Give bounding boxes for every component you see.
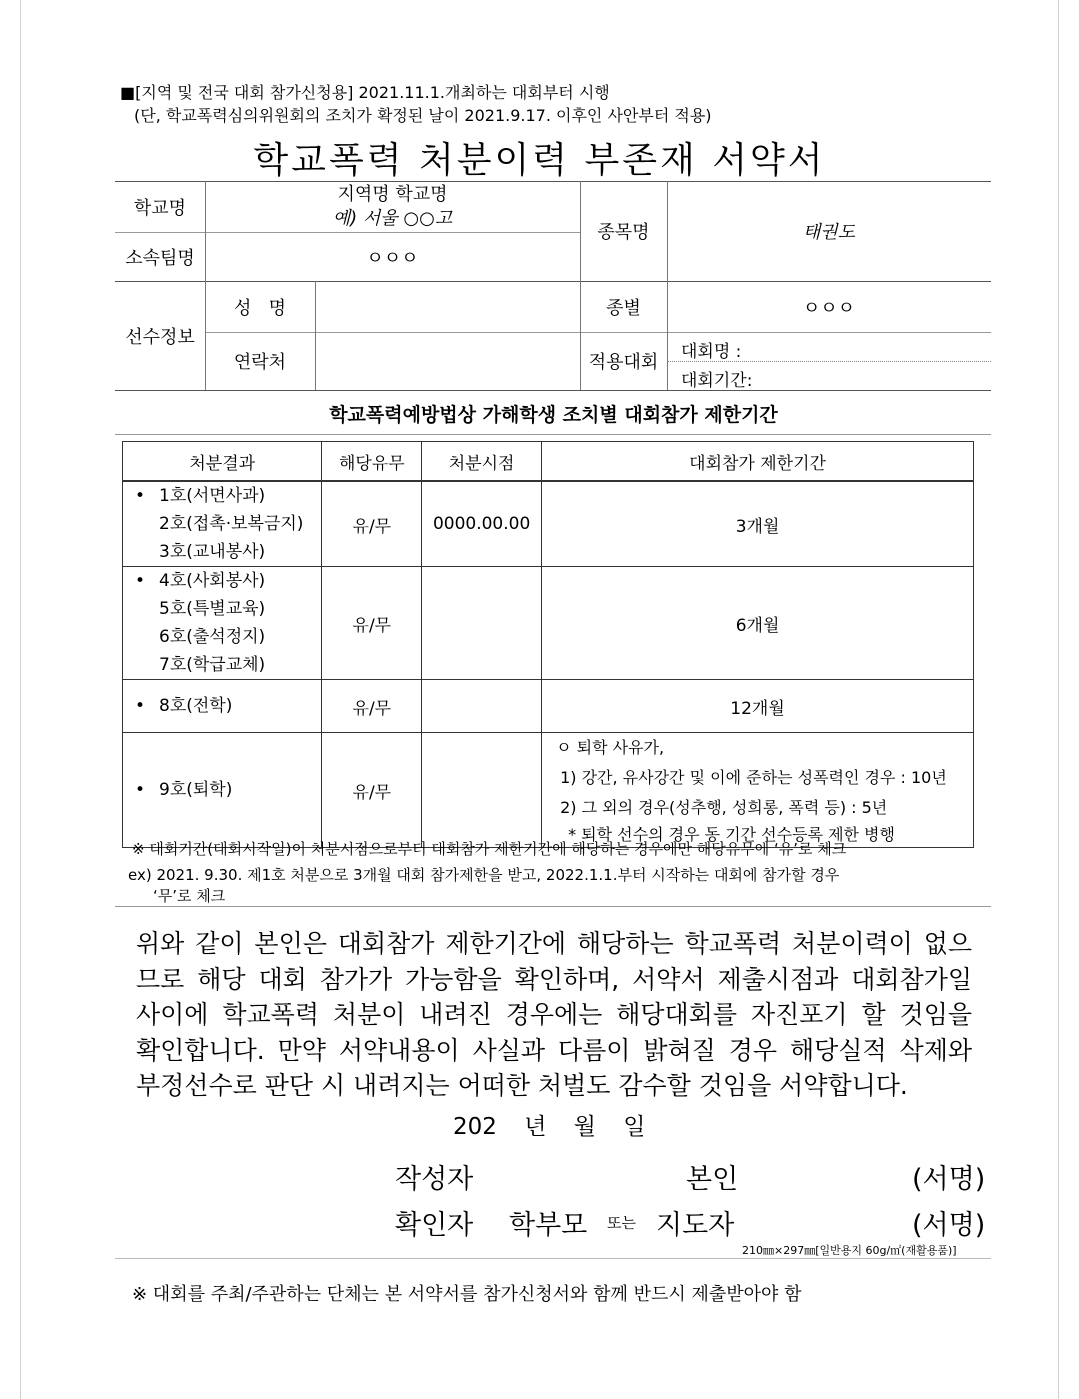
confirmer-signature-field[interactable]: (서명) <box>912 1210 986 1241</box>
info-bottom-border <box>115 390 991 391</box>
applicable-cell[interactable]: 유/무 <box>322 733 422 848</box>
note-3: ‘무’로 체크 <box>153 887 226 905</box>
school-value-line-2: 예) 서울 ○○고 <box>332 207 453 229</box>
notes-divider <box>115 906 991 907</box>
period-cell: 12개월 <box>542 680 974 733</box>
list-item: • 9호(퇴학) <box>135 776 321 804</box>
note-1: ※ 대회기간(대회시작일)이 처분시점으로부터 대회참가 제한기간에 해당하는 경우에만 해당유무에 ‘유’로 체크 <box>132 840 847 858</box>
header-applicable: 해당유무 <box>322 442 422 482</box>
date-cell[interactable] <box>422 680 542 733</box>
document-title: 학교폭력 처분이력 부존재 서약서 <box>253 140 826 181</box>
expulsion-registration-note: * 퇴학 선수의 경우 동 기간 선수등록 제한 병행 <box>568 825 895 844</box>
list-item: 2호(접촉·보복금지) <box>159 514 304 534</box>
school-value[interactable] <box>205 181 580 232</box>
result-cell <box>123 567 322 680</box>
date-cell[interactable] <box>422 733 542 848</box>
expulsion-reason-1: 1) 강간, 유사강간 및 이에 준하는 성폭력인 경우 : 10년 <box>560 768 947 787</box>
pledge-text <box>136 926 972 1104</box>
result-cell <box>123 680 322 733</box>
note-2: ex) 2021. 9.30. 제1호 처분으로 3개월 대회 참가제한을 받고, 2022.1.1.부터 시작하는 대회에 참가할 경우 <box>128 866 840 884</box>
footer-note: ※ 대회를 주최/주관하는 단체는 본 서약서를 참가신청서와 함께 반드시 제출받아야 함 <box>132 1284 802 1305</box>
header-line-1: ■[지역 및 전국 대회 참가신청용] 2021.11.1.개최하는 대회부터 시행 <box>120 83 610 102</box>
header-date: 처분시점 <box>422 442 542 482</box>
subtitle-underline <box>115 434 991 435</box>
result-cell <box>123 733 322 848</box>
period-cell-expulsion <box>542 733 974 848</box>
sport-value[interactable]: 태권도 <box>802 222 856 243</box>
page-border-left <box>20 0 21 1399</box>
page-border-right <box>1058 0 1059 1399</box>
list-item: 3호(교내봉사) <box>159 542 266 562</box>
team-label: 소속팀명 <box>125 247 195 269</box>
confirmer-parent: 학부모 <box>509 1210 588 1241</box>
result-cell <box>123 481 322 567</box>
confirmer-or: 또는 <box>607 1214 636 1232</box>
period-cell: 6개월 <box>542 567 974 680</box>
name-value[interactable] <box>315 281 580 332</box>
gender-value[interactable]: ㅇㅇㅇ <box>802 297 856 319</box>
writer-signature-field[interactable]: (서명) <box>912 1164 986 1195</box>
gender-label: 종별 <box>606 297 641 319</box>
sport-label: 종목명 <box>597 222 650 243</box>
list-item: • 1호(서면사과) <box>135 482 321 510</box>
contact-value[interactable] <box>315 332 580 390</box>
table-row <box>123 680 974 733</box>
paper-spec-divider <box>115 1258 991 1259</box>
pledge-line: 므로 해당 대회 참가가 가능함을 확인하며, 서약서 제출시점과 대회참가일 <box>136 964 972 994</box>
applicable-cell[interactable]: 유/무 <box>322 567 422 680</box>
writer-label: 작성자 <box>395 1164 474 1195</box>
limits-subtitle: 학교폭력예방법상 가해학생 조치별 대회참가 제한기간 <box>329 404 778 426</box>
limits-table <box>122 441 974 848</box>
writer-value: 본인 <box>686 1164 739 1195</box>
contact-label: 연락처 <box>233 352 287 373</box>
header-period: 대회참가 제한기간 <box>542 442 974 482</box>
pledge-line: 확인합니다. 만약 서약내용이 사실과 다름이 밝혀질 경우 해당실적 삭제와 <box>136 1035 972 1065</box>
school-label: 학교명 <box>133 197 187 219</box>
table-row <box>123 733 974 848</box>
date-line[interactable]: 202 년 월 일 <box>453 1114 646 1140</box>
competition-label: 적용대회 <box>588 352 659 373</box>
expulsion-reason-2: 2) 그 외의 경우(성추행, 성희롱, 폭력 등) : 5년 <box>560 798 888 817</box>
header-line-2: (단, 학교폭력심의위원회의 조치가 확정된 날이 2021.9.17. 이후인 사안부터 적용) <box>134 106 712 125</box>
school-value-line-1: 지역명 학교명 <box>337 183 448 205</box>
pledge-line: 위와 같이 본인은 대회참가 제한기간에 해당하는 학교폭력 처분이력이 없으 <box>136 929 972 958</box>
team-value[interactable]: ㅇㅇㅇ <box>366 247 419 269</box>
competition-period-field[interactable]: 대회기간: <box>681 371 753 391</box>
table-row <box>123 567 974 680</box>
table-row <box>123 481 974 567</box>
pledge-line: 부정선수로 판단 시 내려지는 어떠한 처벌도 감수할 것임을 서약합니다. <box>136 1071 908 1100</box>
applicable-cell[interactable]: 유/무 <box>322 680 422 733</box>
player-info-label: 선수정보 <box>125 326 195 348</box>
header-result: 처분결과 <box>123 442 322 482</box>
pledge-line: 사이에 학교폭력 처분이 내려진 경우에는 해당대회를 자진포기 할 것임을 <box>136 1000 972 1029</box>
list-item: 6호(출석정지) <box>159 627 266 647</box>
date-cell[interactable] <box>422 567 542 680</box>
period-cell: 3개월 <box>542 481 974 567</box>
list-item: • 8호(전학) <box>135 692 321 720</box>
competition-name-field[interactable]: 대회명 : <box>681 342 742 362</box>
date-cell[interactable]: 0000.00.00 <box>422 481 542 567</box>
name-label: 성 명 <box>234 297 286 319</box>
confirmer-coach: 지도자 <box>656 1210 735 1241</box>
list-item: 5호(특별교육) <box>159 599 266 619</box>
list-item: 7호(학급교체) <box>159 655 266 675</box>
confirmer-label: 확인자 <box>395 1210 474 1241</box>
applicable-cell[interactable]: 유/무 <box>322 481 422 567</box>
expulsion-reason-heading: ㅇ 퇴학 사유가, <box>556 738 665 757</box>
paper-spec: 210㎜×297㎜[일반용지 60g/㎡(재활용품)] <box>742 1244 957 1257</box>
list-item: • 4호(사회봉사) <box>135 567 321 595</box>
